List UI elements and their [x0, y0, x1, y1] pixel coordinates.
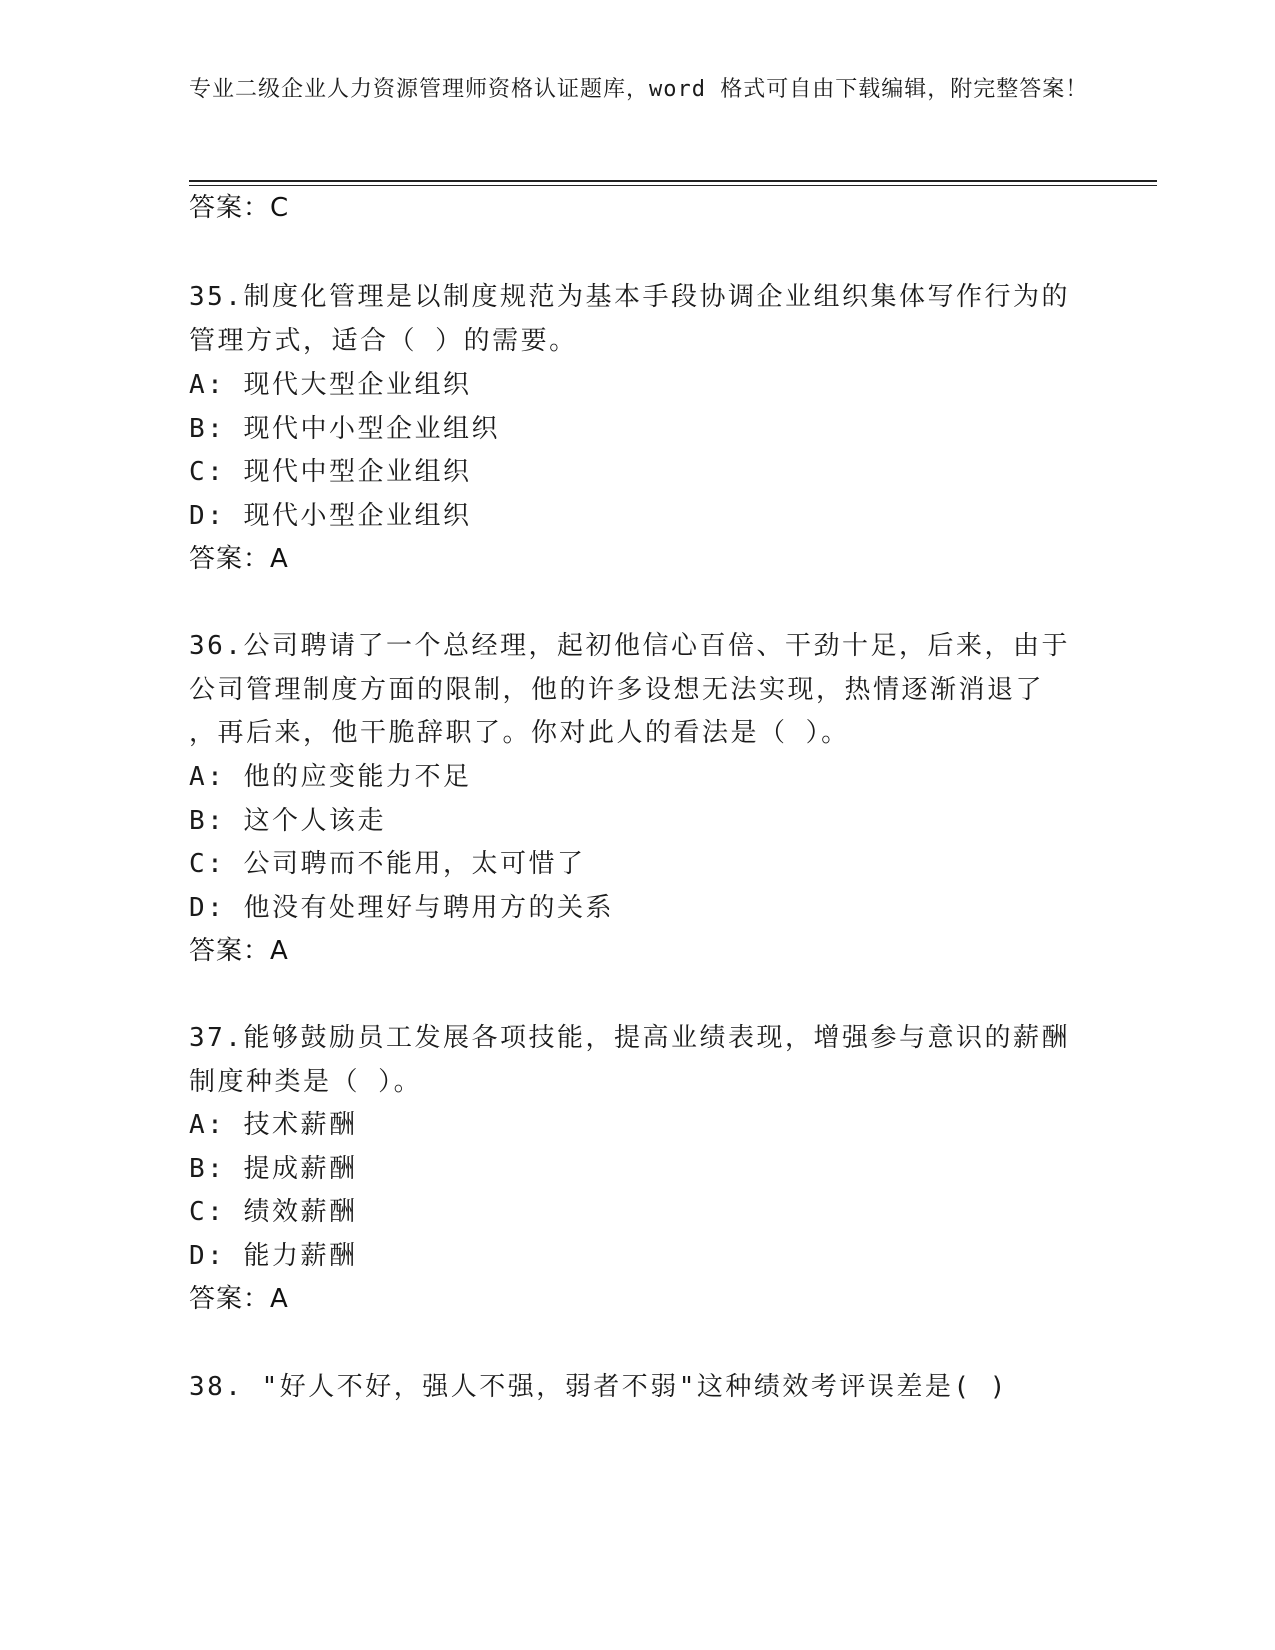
question-stem: 37.能够鼓励员工发展各项技能，提高业绩表现，增强参与意识的薪酬: [189, 1023, 1070, 1053]
question-stem: 38. "好人不好，强人不强，弱者不弱"这种绩效考评误差是( ): [189, 1372, 1008, 1402]
option-c: C: 现代中型企业组织: [189, 457, 472, 487]
option-b: B: 提成薪酬: [189, 1154, 358, 1184]
question-stem: ，再后来，他干脆辞职了。你对此人的看法是（ ）。: [189, 718, 850, 748]
question-stem: 36.公司聘请了一个总经理，起初他信心百倍、干劲十足，后来，由于: [189, 631, 1070, 661]
answer-label: 答案：C: [189, 193, 290, 223]
option-a: A: 他的应变能力不足: [189, 762, 472, 792]
question-stem: 管理方式，适合（ ）的需要。: [189, 326, 578, 356]
answer-label: 答案：A: [189, 1284, 289, 1314]
option-d: D: 现代小型企业组织: [189, 501, 472, 531]
option-a: A: 现代大型企业组织: [189, 370, 472, 400]
option-d: D: 能力薪酬: [189, 1241, 358, 1271]
question-stem: 制度种类是（ ）。: [189, 1067, 423, 1097]
answer-label: 答案：A: [189, 544, 289, 574]
answer-label: 答案：A: [189, 936, 289, 966]
question-stem: 公司管理制度方面的限制，他的许多设想无法实现，热情逐渐消退了: [189, 675, 1045, 705]
question-stem: 35.制度化管理是以制度规范为基本手段协调企业组织集体写作行为的: [189, 282, 1070, 312]
option-a: A: 技术薪酬: [189, 1110, 358, 1140]
option-b: B: 现代中小型企业组织: [189, 414, 500, 444]
header-divider-secondary: [189, 185, 1157, 186]
option-c: C: 公司聘而不能用，太可惜了: [189, 849, 586, 879]
option-c: C: 绩效薪酬: [189, 1197, 358, 1227]
option-b: B: 这个人该走: [189, 806, 386, 836]
header-divider: [189, 180, 1157, 182]
document-header: 专业二级企业人力资源管理师资格认证题库，word 格式可自由下载编辑，附完整答案！: [189, 77, 1089, 102]
option-d: D: 他没有处理好与聘用方的关系: [189, 893, 614, 923]
